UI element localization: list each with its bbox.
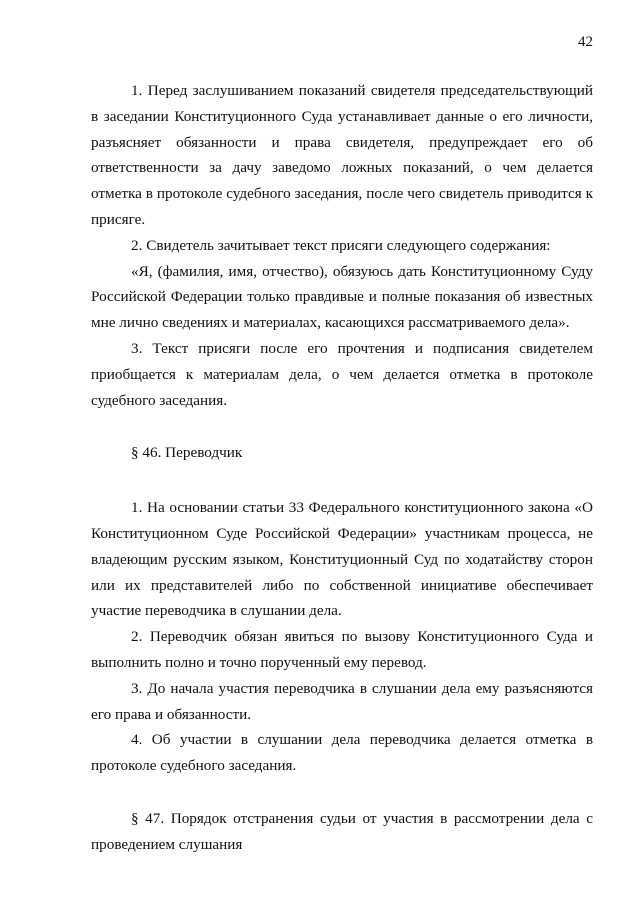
page-number: 42 (578, 34, 593, 50)
spacer (91, 466, 593, 495)
paragraph-interpreter-record: 4. Об участии в слушании дела переводчика делается отметка в протоколе судебного заседания. (91, 731, 593, 775)
paragraph-oath-text: «Я, (фамилия, имя, отчество), обязуюсь дать Конституционному Суду Российской Федерации только правдивые и полные показания об известных мне лично сведениях и материалах, касающихся рассматриваемого дела». (91, 262, 593, 332)
paragraph-interpreter-provision: 1. На основании статьи 33 Федерального конституционного закона «О Конституционном Суде Российской Федерации» участникам процесса, не владеющим русским языком, Конституционный Суд по ходатайству сторон или их представителей либо по собственной инициативе обеспечивает участие переводчика в слушании дела. (91, 499, 593, 620)
paragraph-interpreter-rights: 3. До начала участия переводчика в слушании дела ему разъясняются его права и обязанности. (91, 679, 593, 723)
paragraph-oath-intro: 2. Свидетель зачитывает текст присяги следующего содержания: (131, 236, 551, 254)
section-heading-47: § 47. Порядок отстранения судьи от участия в рассмотрении дела с проведением слушания (91, 809, 593, 853)
spacer (91, 413, 593, 440)
paragraph-witness-identity: 1. Перед заслушиванием показаний свидетеля председательствующий в заседании Конституционного Суда устанавливает данные о его личности, разъясняет обязанности и права свидетеля, предупреждает его об ответственности за дачу заведомо ложных показаний, о чем делается отметка в протоколе судебного заседания, после чего свидетель приводится к присяге. (91, 82, 593, 228)
section-heading-46: § 46. Переводчик (131, 444, 243, 462)
document-body (91, 78, 593, 858)
spacer (91, 779, 593, 806)
paragraph-oath-filing: 3. Текст присяги после его прочтения и подписания свидетелем приобщается к материалам дела, о чем делается отметка в протоколе судебного заседания. (91, 339, 593, 409)
paragraph-interpreter-duty: 2. Переводчик обязан явиться по вызову Конституционного Суда и выполнить полно и точно порученный ему перевод. (91, 628, 593, 671)
